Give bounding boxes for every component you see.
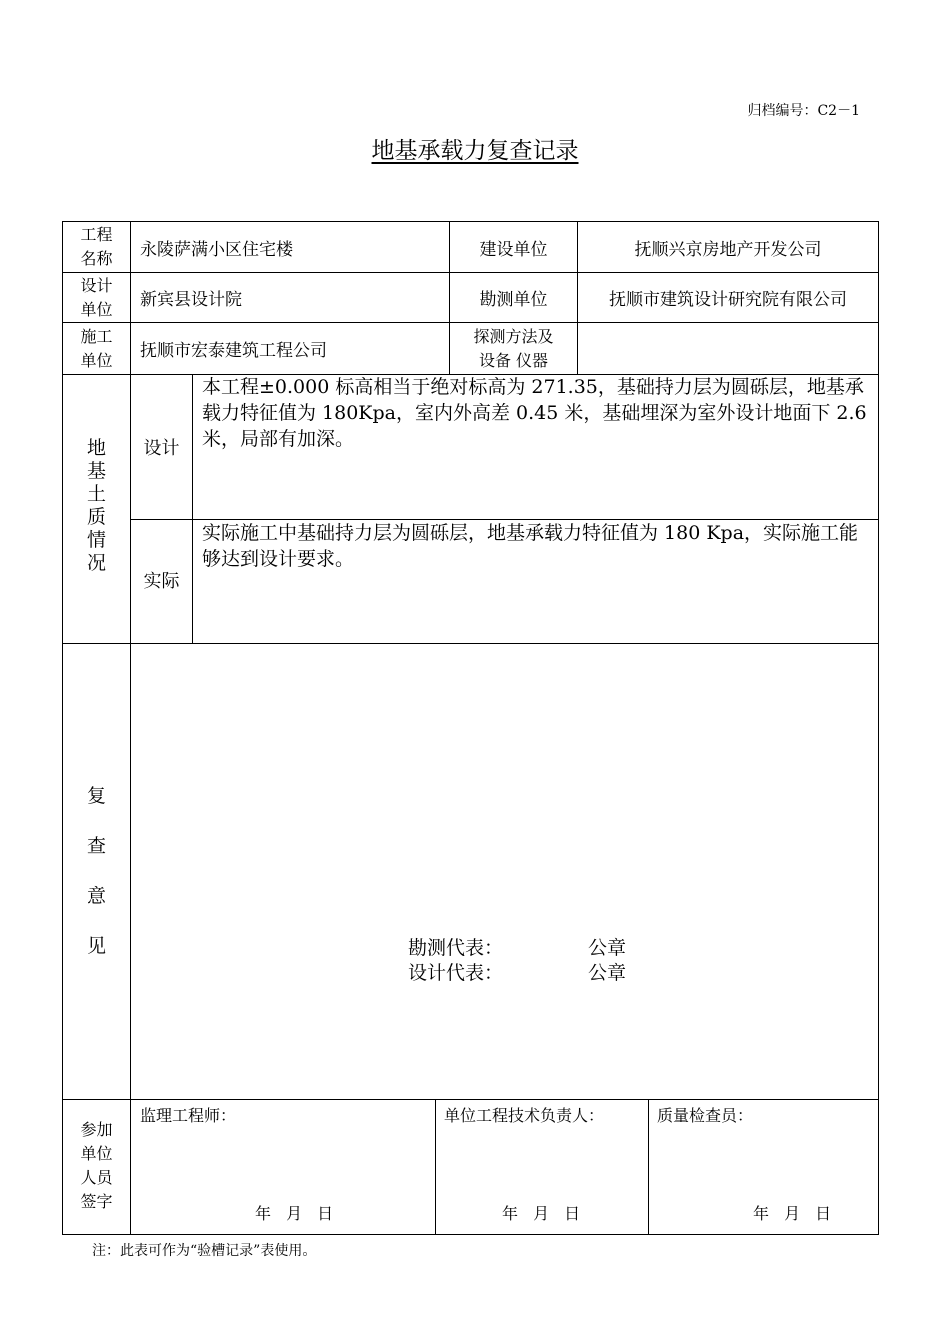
page-title: 地基承载力复查记录 (371, 138, 579, 164)
method-value (578, 323, 878, 374)
archive-number: 归档编号：C2－1 (747, 103, 860, 119)
footnote: 注：此表可作为“验槽记录”表使用。 (92, 1243, 317, 1259)
builder-label: 建设单位 (479, 239, 548, 260)
design-seal-label: 公章 (588, 962, 627, 984)
design-label: 设计 (143, 438, 180, 459)
design-unit-value: 新宾县设计院 (140, 290, 242, 310)
actual-label: 实际 (143, 571, 180, 592)
actual-text: 实际施工中基础持力层为圆砾层，地基承载力特征值为 180 Kpa，实际施工能够达到设计要求。 (202, 522, 859, 570)
design-rep-label: 设计代表： (408, 962, 504, 984)
method-label: 探测方法及 设备 仪器 (473, 326, 554, 370)
survey-unit-value: 抚顺市建筑设计研究院有限公司 (609, 290, 847, 310)
inspector-date: 年 月 日 (753, 1204, 834, 1223)
inspector-label: 质量检查员： (657, 1106, 754, 1125)
project-name-label: 工程 名称 (80, 225, 113, 268)
supervisor-date: 年 月 日 (255, 1204, 336, 1223)
builder-value: 抚顺兴京房地产开发公司 (634, 239, 822, 260)
supervisor-label: 监理工程师： (140, 1106, 237, 1125)
design-text: 本工程±0.000 标高相当于绝对标高为 271.35，基础持力层为圆砾层，地基承载力特征值为 180Kpa，室内外高差 0.45 米，基础埋深为室外设计地面下 2.6 米，局部有加深。 (202, 376, 867, 450)
tech-lead-label: 单位工程技术负责人： (444, 1106, 605, 1125)
project-name-value: 永陵萨满小区住宅楼 (140, 239, 293, 260)
design-unit-label: 设计 单位 (80, 275, 113, 319)
signature-label: 参加 单位 人员 签字 (80, 1120, 113, 1211)
construction-unit-value: 抚顺市宏泰建筑工程公司 (140, 341, 327, 361)
survey-rep-label: 勘测代表： (408, 937, 504, 959)
tech-lead-date: 年 月 日 (502, 1204, 583, 1223)
review-label: 复 查 意 见 (86, 785, 106, 957)
survey-seal-label: 公章 (588, 937, 627, 959)
survey-unit-label: 勘测单位 (479, 290, 548, 310)
soil-section-label: 地 基 土 质 情 况 (86, 437, 106, 574)
construction-unit-label: 施工 单位 (80, 326, 113, 370)
